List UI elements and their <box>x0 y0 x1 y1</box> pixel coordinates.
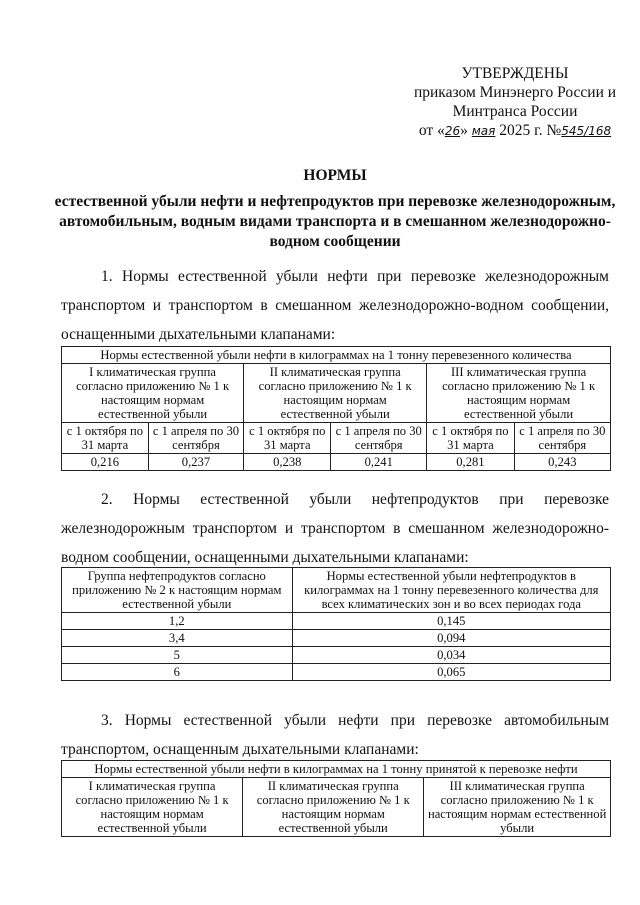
table1-period: с 1 апреля по 30 сентября <box>331 423 427 454</box>
table2-value: 0,094 <box>292 630 610 647</box>
approval-block <box>400 64 630 141</box>
table1-period: с 1 октября по 31 марта <box>427 423 515 454</box>
document-title <box>40 166 630 252</box>
table1-period: с 1 октября по 31 марта <box>62 423 149 454</box>
table-rail-petroleum-norms <box>61 567 611 681</box>
table2-group: 6 <box>62 664 293 681</box>
table3-group: III климатическая группа согласно приложению № 1 к настоящим нормам естественной убыли <box>424 778 611 837</box>
table2-col2-header: Нормы естественной убыли нефтепродуктов в килограммах на 1 тонну перевезенного количества для всех климатических зон и во всех периодах года <box>292 568 610 613</box>
section-1-text: 1. Нормы естественной убыли нефти при перевозке железнодорожным транспортом и транспортом в смешанном железнодорожно-водном сообщении, оснащенными дыхательными клапанами: <box>61 268 609 343</box>
table1-value: 0,216 <box>62 454 149 471</box>
table-auto-oil-norms <box>61 760 611 837</box>
table1-group: II климатическая группа согласно приложению № 1 к настоящим нормам естественной убыли <box>244 364 427 423</box>
table1-group: III климатическая группа согласно приложению № 1 к настоящим нормам естественной убыли <box>427 364 611 423</box>
table1-value: 0,281 <box>427 454 515 471</box>
section-3-text: 3. Нормы естественной убыли нефти при перевозке автомобильным транспортом, оснащенным дыхательными клапанами: <box>61 712 609 758</box>
table2-group: 1,2 <box>62 613 293 630</box>
table1-period: с 1 апреля по 30 сентября <box>514 423 610 454</box>
handwritten-order-number: 545/168 <box>561 124 612 138</box>
approval-date-line: от «26» мая 2025 г. №545/168 <box>418 122 612 139</box>
table2-group: 5 <box>62 647 293 664</box>
table3-group: II климатическая группа согласно приложению № 1 к настоящим нормам естественной убыли <box>243 778 424 837</box>
table2-col1-header: Группа нефтепродуктов согласно приложению № 2 к настоящим нормам естественной убыли <box>62 568 293 613</box>
table2-value: 0,065 <box>292 664 610 681</box>
table2-value: 0,034 <box>292 647 610 664</box>
title-subtitle: естественной убыли нефти и нефтепродуктов при перевозке железнодорожным, автомобильным, водным видами транспорта и в смешанном железнодорожно-водном сообщении <box>54 193 616 250</box>
table3-group: I климатическая группа согласно приложению № 1 к настоящим нормам естественной убыли <box>62 778 243 837</box>
approval-ministry: Минтранса России <box>452 103 578 120</box>
table1-period: с 1 октября по 31 марта <box>244 423 331 454</box>
table1-header: Нормы естественной убыли нефти в килограммах на 1 тонну перевезенного количества <box>62 347 611 364</box>
table1-group: I климатическая группа согласно приложению № 1 к настоящим нормам естественной убыли <box>62 364 244 423</box>
title-heading: НОРМЫ <box>303 167 367 184</box>
table1-value: 0,237 <box>148 454 243 471</box>
table2-group: 3,4 <box>62 630 293 647</box>
approval-by: приказом Минэнерго России и <box>413 84 617 101</box>
handwritten-month: мая <box>471 124 496 138</box>
table1-value: 0,241 <box>331 454 427 471</box>
table3-header: Нормы естественной убыли нефти в килограммах на 1 тонну принятой к перевозке нефти <box>62 761 611 778</box>
table1-period: с 1 апреля по 30 сентября <box>148 423 243 454</box>
table-rail-oil-norms <box>61 346 611 471</box>
approval-title: УТВЕРЖДЕНЫ <box>461 65 569 82</box>
handwritten-day: 26 <box>444 124 461 138</box>
section-2-text: 2. Нормы естественной убыли нефтепродуктов при перевозке железнодорожным транспортом и транспортом в смешанном железнодорожно-водном сообщении, оснащенными дыхательными клапанами: <box>61 491 609 566</box>
table2-value: 0,145 <box>292 613 610 630</box>
table1-value: 0,243 <box>514 454 610 471</box>
table1-value: 0,238 <box>244 454 331 471</box>
